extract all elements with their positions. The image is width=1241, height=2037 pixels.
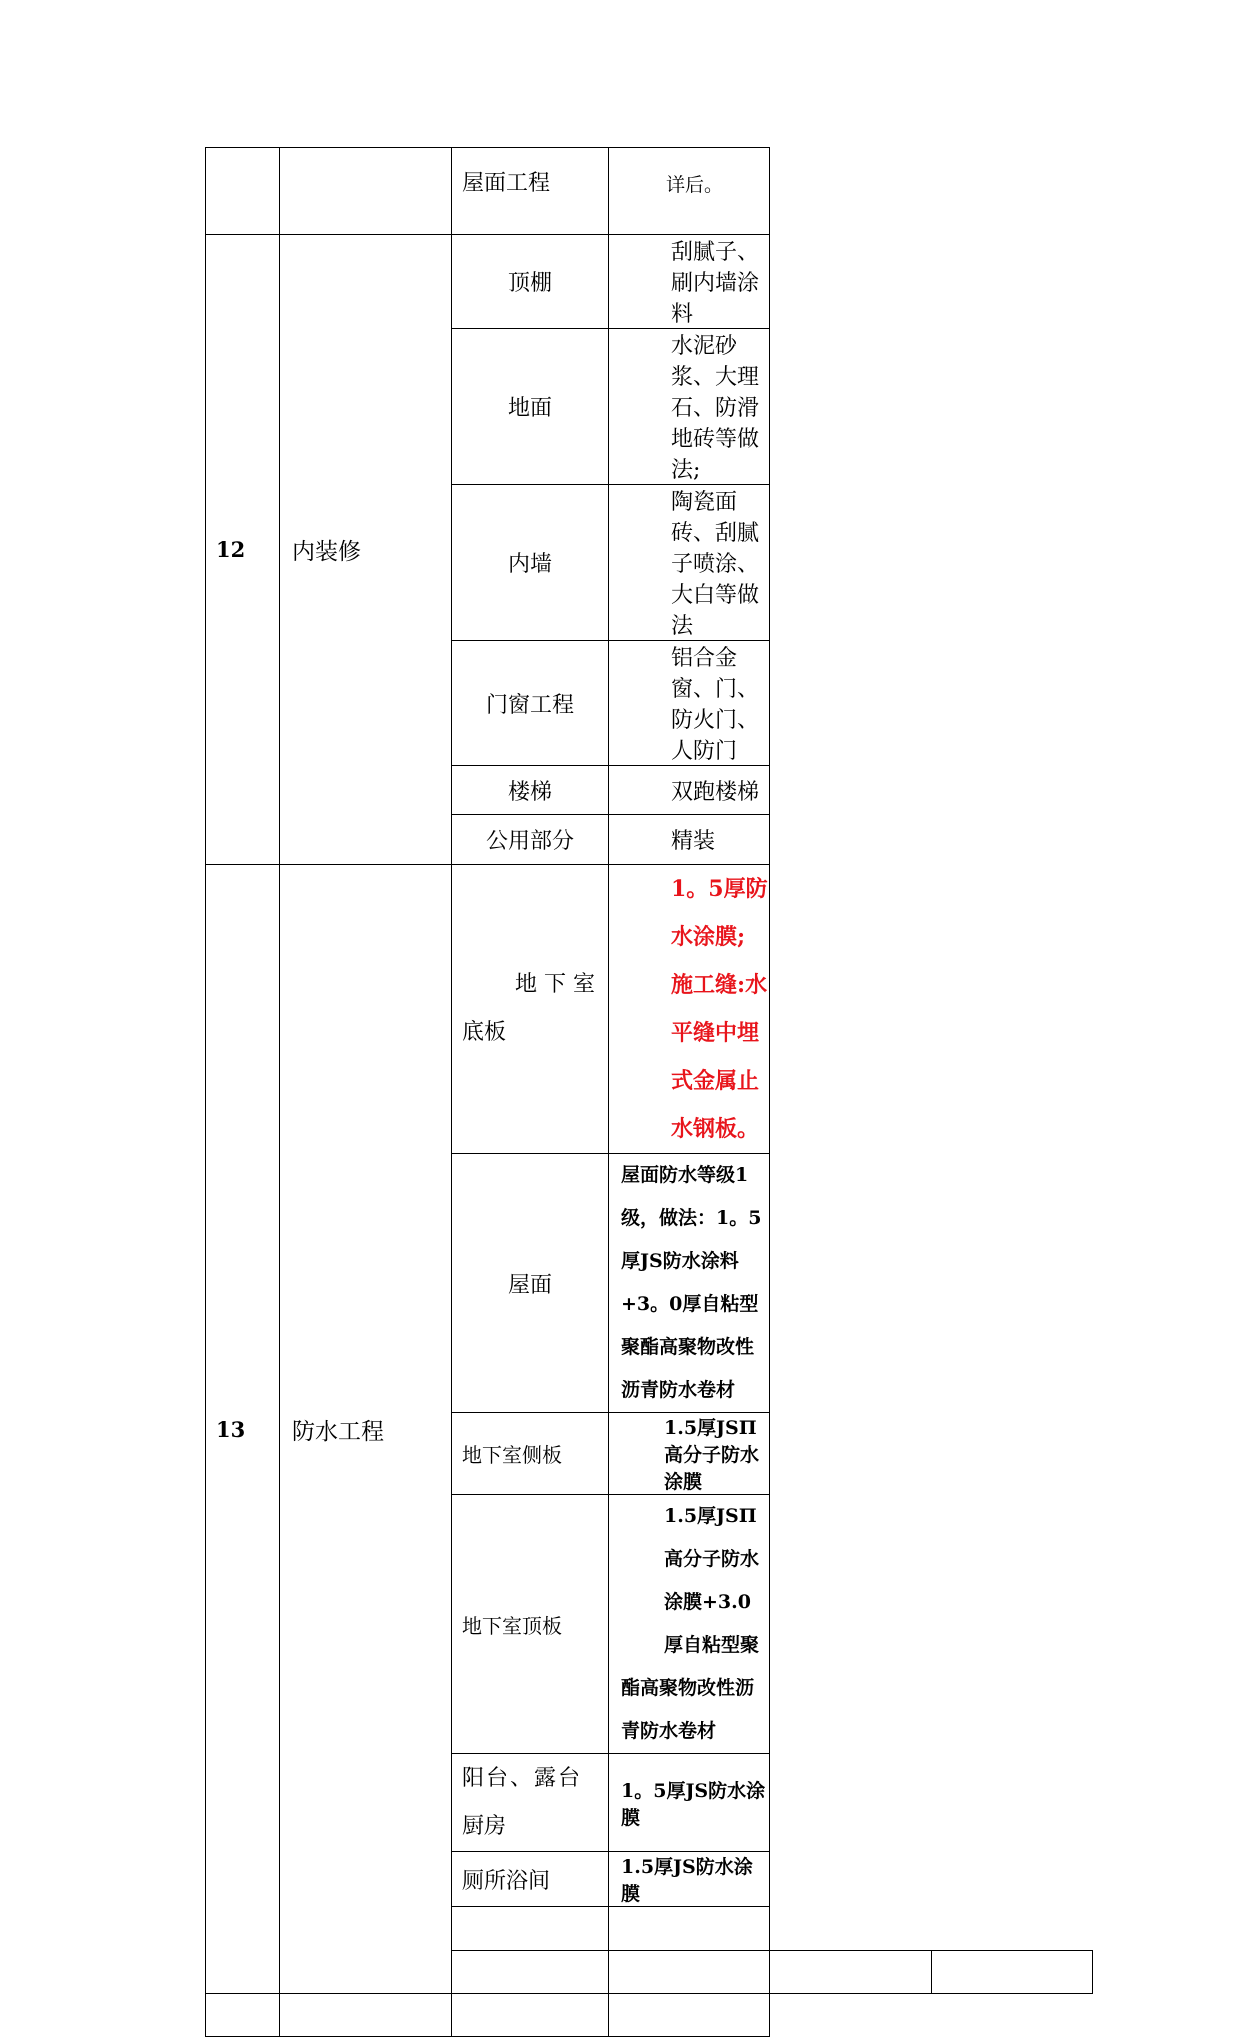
item-cell: 楼梯 — [452, 766, 609, 815]
value-cell — [609, 1994, 770, 2037]
num-cell — [206, 148, 280, 235]
item-cell — [452, 1754, 609, 1852]
item-line: 厨房 — [462, 1813, 507, 1839]
item-cell: 门窗工程 — [452, 641, 609, 766]
item-cell: 地下室侧板 — [452, 1413, 609, 1495]
value-cell: 陶瓷面砖、刮腻子喷涂、大白等做法 — [609, 485, 770, 641]
item-cell: 顶棚 — [452, 235, 609, 329]
table-row — [206, 865, 1093, 1154]
item-line: 地 下 室 — [515, 972, 595, 997]
num-cell — [206, 1994, 280, 2037]
item-line: 阳台、露台 — [462, 1765, 583, 1791]
value-cell — [931, 1951, 1092, 1994]
num-cell — [452, 1951, 609, 1994]
value-cell: 精装 — [609, 815, 770, 865]
value-line: +3。0厚自粘型聚酯高聚物改性沥青防水卷材 — [621, 1293, 759, 1401]
item-cell — [452, 1994, 609, 2037]
item-line: 底板 — [462, 1020, 507, 1045]
row-number: 13 — [206, 865, 280, 1994]
value-cell: 双跑楼梯 — [609, 766, 770, 815]
item-cell: 屋面工程 — [452, 148, 609, 235]
category-cell — [609, 1951, 770, 1994]
value-cell: 刮腻子、刷内墙涂料 — [609, 235, 770, 329]
item-cell — [770, 1951, 931, 1994]
item-cell: 公用部分 — [452, 815, 609, 865]
item-cell — [452, 1907, 609, 1951]
value-cell — [609, 865, 770, 1154]
table-row — [206, 148, 1093, 235]
item-cell: 地下室顶板 — [452, 1495, 609, 1754]
category-cell — [280, 148, 452, 235]
value-cell — [609, 1154, 770, 1413]
value-cell — [609, 1907, 770, 1951]
value-cell — [609, 1495, 770, 1754]
category-cell — [280, 1994, 452, 2037]
category-label: 内装修 — [280, 235, 452, 865]
value-cell: 水泥砂浆、大理石、防滑地砖等做法; — [609, 329, 770, 485]
item-cell — [452, 865, 609, 1154]
item-cell: 厕所浴间 — [452, 1852, 609, 1907]
value-line: 屋面防水等级1级，做法：1。5厚JS防水涂料 — [621, 1164, 762, 1272]
value-cell: 1.5厚JS防水涂膜 — [609, 1852, 770, 1907]
item-cell: 内墙 — [452, 485, 609, 641]
value-cell: 1。5厚JS防水涂膜 — [609, 1754, 770, 1852]
value-line: 施工缝:水平缝中埋式金属止水钢板。 — [671, 972, 768, 1142]
item-cell: 地面 — [452, 329, 609, 485]
table-row — [206, 235, 1093, 329]
value-line: 1。5厚防水涂膜; — [671, 876, 768, 950]
item-cell: 屋面 — [452, 1154, 609, 1413]
value-line: 1.5厚JSΠ高分子防水涂膜+3.0厚自粘型聚 — [664, 1505, 760, 1656]
value-line: 酯高聚物改性沥青防水卷材 — [621, 1677, 755, 1742]
value-cell: 铝合金窗、门、防火门、人防门 — [609, 641, 770, 766]
value-cell: 详后。 — [609, 148, 770, 235]
category-label: 防水工程 — [280, 865, 452, 1994]
table-row — [206, 1994, 1093, 2037]
row-number: 12 — [206, 235, 280, 865]
value-cell: 1.5厚JSΠ高分子防水涂膜 — [609, 1413, 770, 1495]
